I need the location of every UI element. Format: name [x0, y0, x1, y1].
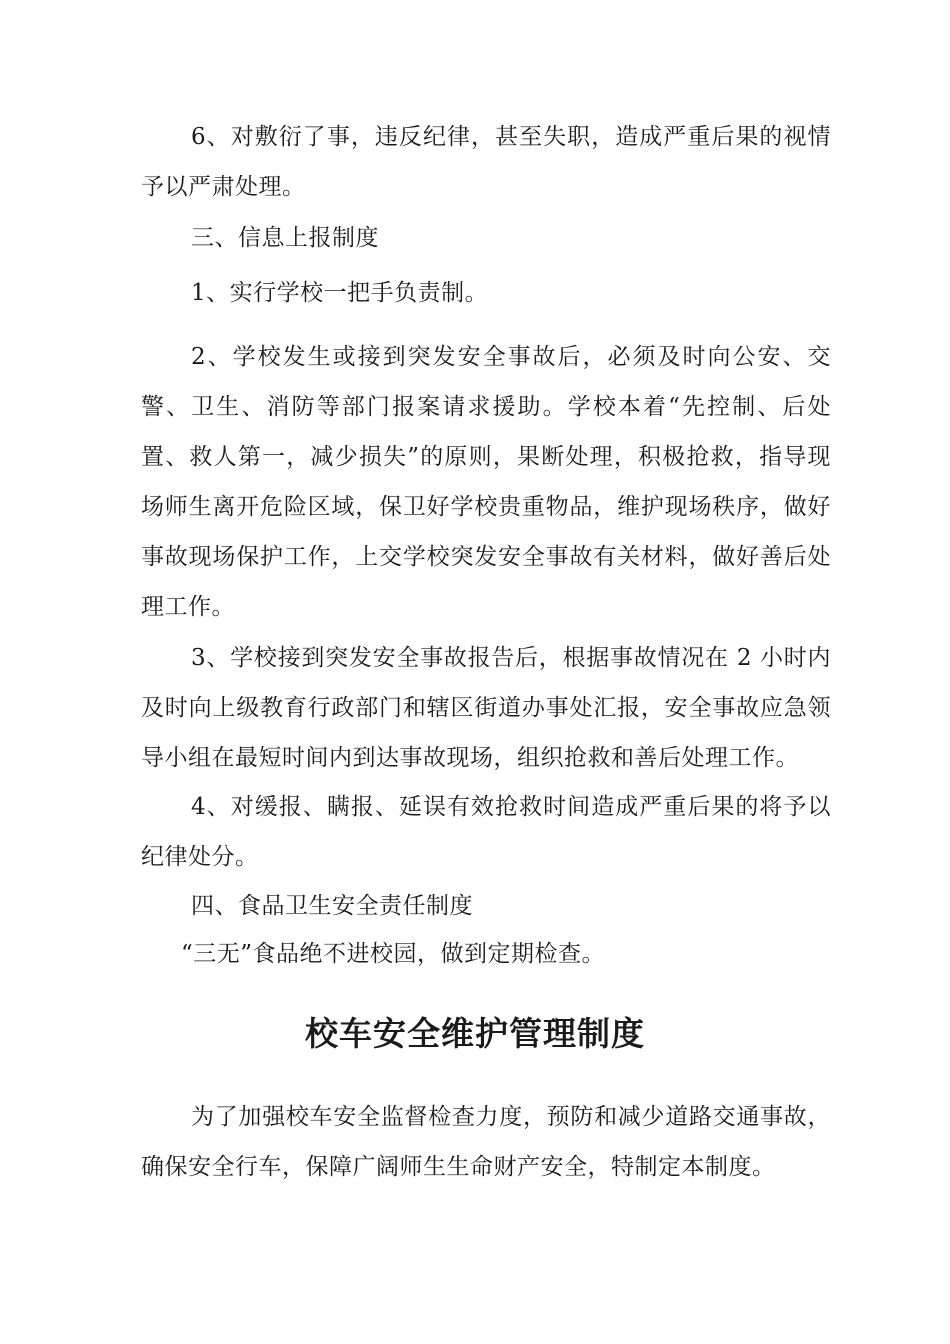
paragraph-item-6: 6、对敷衍了事，违反纪律，甚至失职，造成严重后果的视情予以严肃处理。	[141, 124, 831, 200]
intro-paragraph: 为了加强校车安全监督检查力度，预防和减少道路交通事故，确保安全行车，保障广阔师生生命财产安全，特制定本制度。	[141, 1104, 831, 1180]
section-heading-food-safety: 四、食品卫生安全责任制度	[191, 893, 473, 919]
paragraph-item-1: 1、实行学校一把手负责制。	[191, 280, 489, 306]
document-title: 校车安全维护管理制度	[305, 1014, 645, 1053]
paragraph-food-rule: “三无”食品绝不进校园，做到定期检查。	[181, 941, 606, 967]
paragraph-item-4: 4、对缓报、瞒报、延误有效抢救时间造成严重后果的将予以纪律处分。	[141, 794, 831, 870]
section-heading-info-reporting: 三、信息上报制度	[191, 225, 379, 251]
paragraph-item-2: 2、学校发生或接到突发安全事故后，必须及时向公安、交警、卫生、消防等部门报案请求援助。学校本着“先控制、后处置、救人第一，减少损失”的原则，果断处理，积极抢救，指导现场师生离开危险区域，保卫好学校贵重物品，维护现场秩序，做好事故现场保护工作，上交学校突发安全事故有关材料，做好善后处理工作。	[141, 344, 831, 620]
paragraph-item-3: 3、学校接到突发安全事故报告后，根据事故情况在 2 小时内及时向上级教育行政部门和辖区街道办事处汇报，安全事故应急领导小组在最短时间内到达事故现场，组织抢救和善后处理工作。	[141, 645, 831, 771]
